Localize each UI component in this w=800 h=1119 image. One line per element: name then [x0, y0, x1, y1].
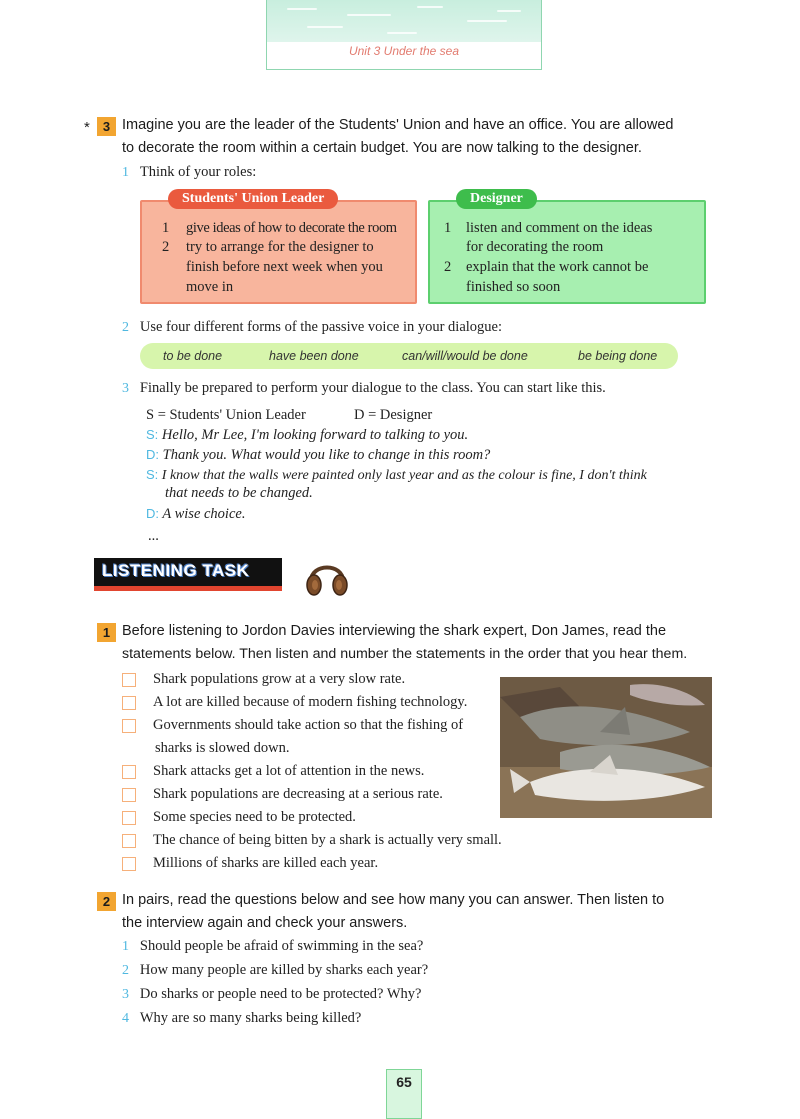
question-item: 2 How many people are killed by sharks each year?: [122, 962, 429, 978]
leader-item1-num: 1: [162, 220, 170, 236]
listening-task-title: LISTENING TASK: [102, 561, 250, 580]
dialogue-ellipsis: ...: [148, 528, 159, 544]
page-number: 65: [396, 1074, 412, 1090]
listening-q1-line2: statements below. Then listen and number the statements in the order that you hear them.: [122, 646, 688, 662]
statement-text: Millions of sharks are killed each year.: [153, 855, 379, 871]
legend-d: D = Designer: [354, 407, 433, 423]
passive-form-1: to be done: [163, 349, 223, 363]
optional-star: *: [84, 119, 90, 136]
statement-text: A lot are killed because of modern fishing technology.: [153, 694, 468, 710]
step3: 3 Finally be prepared to perform your dialogue to the class. You can start like this.: [122, 380, 606, 396]
leader-item2-num: 2: [162, 239, 170, 255]
designer-item2-line2: finished so soon: [466, 279, 561, 295]
headphones-icon: [303, 553, 351, 604]
dialogue-line: S: Hello, Mr Lee, I'm looking forward to talking to you.: [146, 427, 469, 443]
question-item: 3 Do sharks or people need to be protected? Why?: [122, 986, 422, 1002]
leader-item2-line3: move in: [186, 279, 234, 295]
statement-text: Some species need to be protected.: [153, 809, 356, 825]
statement-text: Shark attacks get a lot of attention in the news.: [153, 763, 425, 779]
shark-photo: [500, 677, 712, 818]
question-item: 4 Why are so many sharks being killed?: [122, 1010, 362, 1026]
unit-label: Unit 3 Under the sea: [348, 44, 460, 58]
statement-checkbox[interactable]: [122, 811, 136, 825]
leader-role-title: Students' Union Leader: [168, 189, 338, 209]
task3-number-badge: 3: [97, 117, 116, 136]
leader-item1: give ideas of how to decorate the room: [186, 220, 397, 236]
listening-q2-line1: In pairs, read the questions below and see how many you can answer. Then listen to: [122, 892, 665, 908]
leader-role-box: [140, 191, 417, 304]
passive-form-4: be being done: [578, 349, 658, 363]
statement-text: Shark populations grow at a very slow rate.: [153, 671, 406, 687]
task3-intro-line2: to decorate the room within a certain budget. You are now talking to the designer.: [122, 140, 642, 156]
statement-checkbox[interactable]: [122, 834, 136, 848]
designer-item2-num: 2: [444, 259, 452, 275]
task3-intro-line1: Imagine you are the leader of the Students' Union and have an office. You are allowed: [122, 117, 674, 133]
dialogue-line-cont: that needs to be changed.: [165, 485, 313, 501]
passive-form-2: have been done: [269, 349, 359, 363]
page-number-tab: [386, 1069, 422, 1119]
statement-checkbox[interactable]: [122, 788, 136, 802]
statement-checkbox[interactable]: [122, 857, 136, 871]
unit-header-banner: [266, 0, 542, 70]
legend-s: S = Students' Union Leader: [146, 407, 306, 423]
listening-q2-line2: the interview again and check your answers.: [122, 915, 408, 931]
header-water-decoration: [267, 0, 541, 42]
statement-checkbox[interactable]: [122, 673, 136, 687]
passive-form-3: can/will/would be done: [402, 349, 528, 363]
designer-item1-num: 1: [444, 220, 452, 236]
dialogue-line: D: Thank you. What would you like to change in this room?: [146, 447, 491, 463]
designer-item1-line2: for decorating the room: [466, 239, 604, 255]
designer-role-box: [428, 191, 706, 304]
statement-text: Shark populations are decreasing at a serious rate.: [153, 786, 443, 802]
leader-item2-line2: finish before next week when you: [186, 259, 383, 275]
statement-text: The chance of being bitten by a shark is actually very small.: [153, 832, 502, 848]
listening-q1-number-badge: 1: [97, 623, 116, 642]
question-item: 1 Should people be afraid of swimming in the sea?: [122, 938, 424, 954]
step1: 1 Think of your roles:: [122, 164, 257, 180]
statement-checkbox[interactable]: [122, 719, 136, 733]
statement-text-cont: sharks is slowed down.: [155, 740, 290, 756]
dialogue-line: S: I know that the walls were painted only last year and as the colour is fine, I don't think: [146, 467, 647, 483]
passive-forms-pill: [140, 343, 678, 369]
leader-item2-line1: try to arrange for the designer to: [186, 239, 374, 255]
listening-q1-line1: Before listening to Jordon Davies interviewing the shark expert, Don James, read the: [122, 623, 667, 639]
dialogue-line: D: A wise choice.: [146, 506, 246, 522]
designer-item2-line1: explain that the work cannot be: [466, 259, 649, 275]
statement-text: Governments should take action so that the fishing of: [153, 717, 464, 733]
listening-task-banner: [94, 558, 282, 588]
step2: 2 Use four different forms of the passive voice in your dialogue:: [122, 319, 503, 335]
statement-checkbox[interactable]: [122, 696, 136, 710]
designer-role-title: Designer: [456, 189, 537, 209]
listening-q2-number-badge: 2: [97, 892, 116, 911]
designer-item1-line1: listen and comment on the ideas: [466, 220, 653, 236]
statement-checkbox[interactable]: [122, 765, 136, 779]
